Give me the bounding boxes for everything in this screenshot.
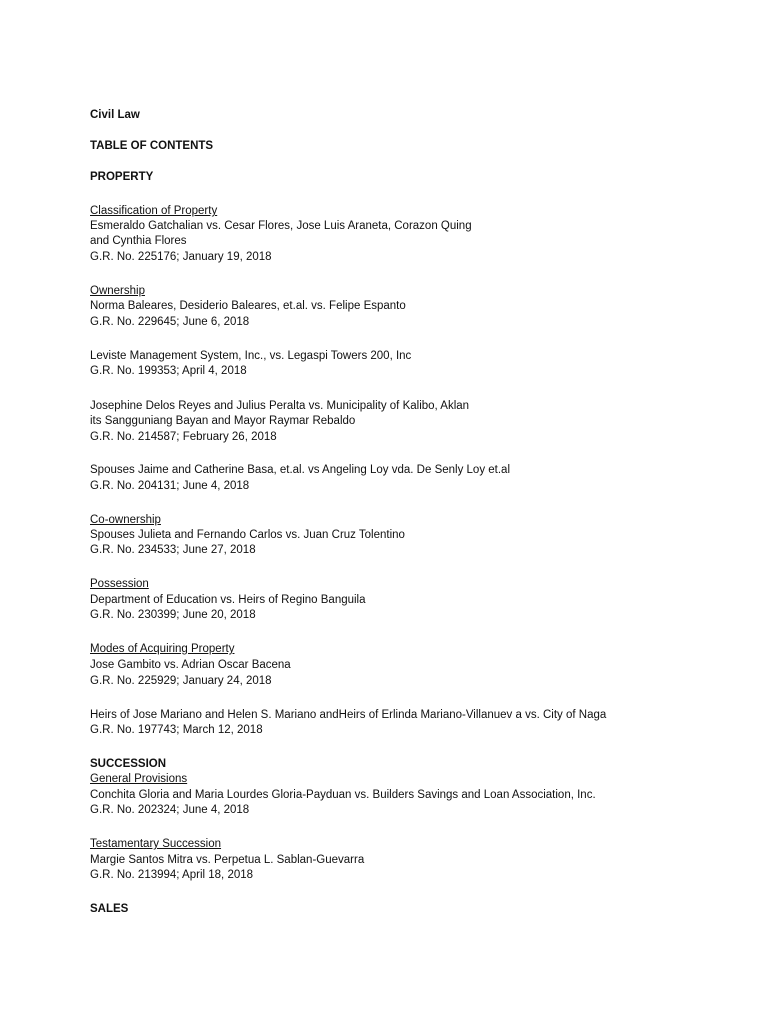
case-gr-number: G.R. No. 229645; June 6, 2018	[90, 316, 250, 328]
toc-heading: TABLE OF CONTENTS	[90, 140, 214, 152]
case-gr-number: G.R. No. 197743; March 12, 2018	[90, 724, 263, 736]
section-property: PROPERTY	[90, 171, 154, 183]
case-gr-number: G.R. No. 234533; June 27, 2018	[90, 544, 256, 556]
case-title: Conchita Gloria and Maria Lourdes Gloria-Payduan vs. Builders Savings and Loan Association, Inc.	[90, 789, 596, 801]
subsection-classification: Classification of Property	[90, 205, 218, 217]
subsection-modes: Modes of Acquiring Property	[90, 643, 235, 655]
case-title: Josephine Delos Reyes and Julius Peralta vs. Municipality of Kalibo, Aklan	[90, 400, 470, 412]
case-gr-number: G.R. No. 225176; January 19, 2018	[90, 251, 272, 263]
subsection-coownership: Co-ownership	[90, 514, 161, 526]
section-succession: SUCCESSION	[90, 758, 167, 770]
case-gr-number: G.R. No. 204131; June 4, 2018	[90, 480, 250, 492]
subsection-general: General Provisions	[90, 773, 188, 785]
case-gr-number: G.R. No. 225929; January 24, 2018	[90, 675, 272, 687]
subsection-possession: Possession	[90, 578, 149, 590]
section-sales: SALES	[90, 903, 129, 915]
case-gr-number: G.R. No. 202324; June 4, 2018	[90, 804, 250, 816]
case-title: Jose Gambito vs. Adrian Oscar Bacena	[90, 659, 291, 671]
case-title: Leviste Management System, Inc., vs. Legaspi Towers 200, Inc	[90, 350, 412, 362]
case-title-cont: its Sangguniang Bayan and Mayor Raymar Rebaldo	[90, 415, 356, 427]
case-gr-number: G.R. No. 214587; February 26, 2018	[90, 431, 277, 443]
case-gr-number: G.R. No. 230399; June 20, 2018	[90, 609, 256, 621]
case-title: Heirs of Jose Mariano and Helen S. Mariano andHeirs of Erlinda Mariano-Villanuev a vs. City of Naga	[90, 709, 607, 721]
case-gr-number: G.R. No. 199353; April 4, 2018	[90, 365, 247, 377]
case-gr-number: G.R. No. 213994; April 18, 2018	[90, 869, 254, 881]
case-title: Department of Education vs. Heirs of Regino Banguila	[90, 594, 366, 606]
case-title-cont: and Cynthia Flores	[90, 235, 187, 247]
subsection-testamentary: Testamentary Succession	[90, 838, 222, 850]
case-title: Norma Baleares, Desiderio Baleares, et.al. vs. Felipe Espanto	[90, 300, 406, 312]
case-title: Esmeraldo Gatchalian vs. Cesar Flores, Jose Luis Araneta, Corazon Quing	[90, 220, 472, 232]
case-title: Spouses Julieta and Fernando Carlos vs. Juan Cruz Tolentino	[90, 529, 405, 541]
subsection-ownership: Ownership	[90, 285, 145, 297]
case-title: Margie Santos Mitra vs. Perpetua L. Sablan-Guevarra	[90, 854, 365, 866]
document-title: Civil Law	[90, 109, 140, 121]
case-title: Spouses Jaime and Catherine Basa, et.al. vs Angeling Loy vda. De Senly Loy et.al	[90, 464, 511, 476]
